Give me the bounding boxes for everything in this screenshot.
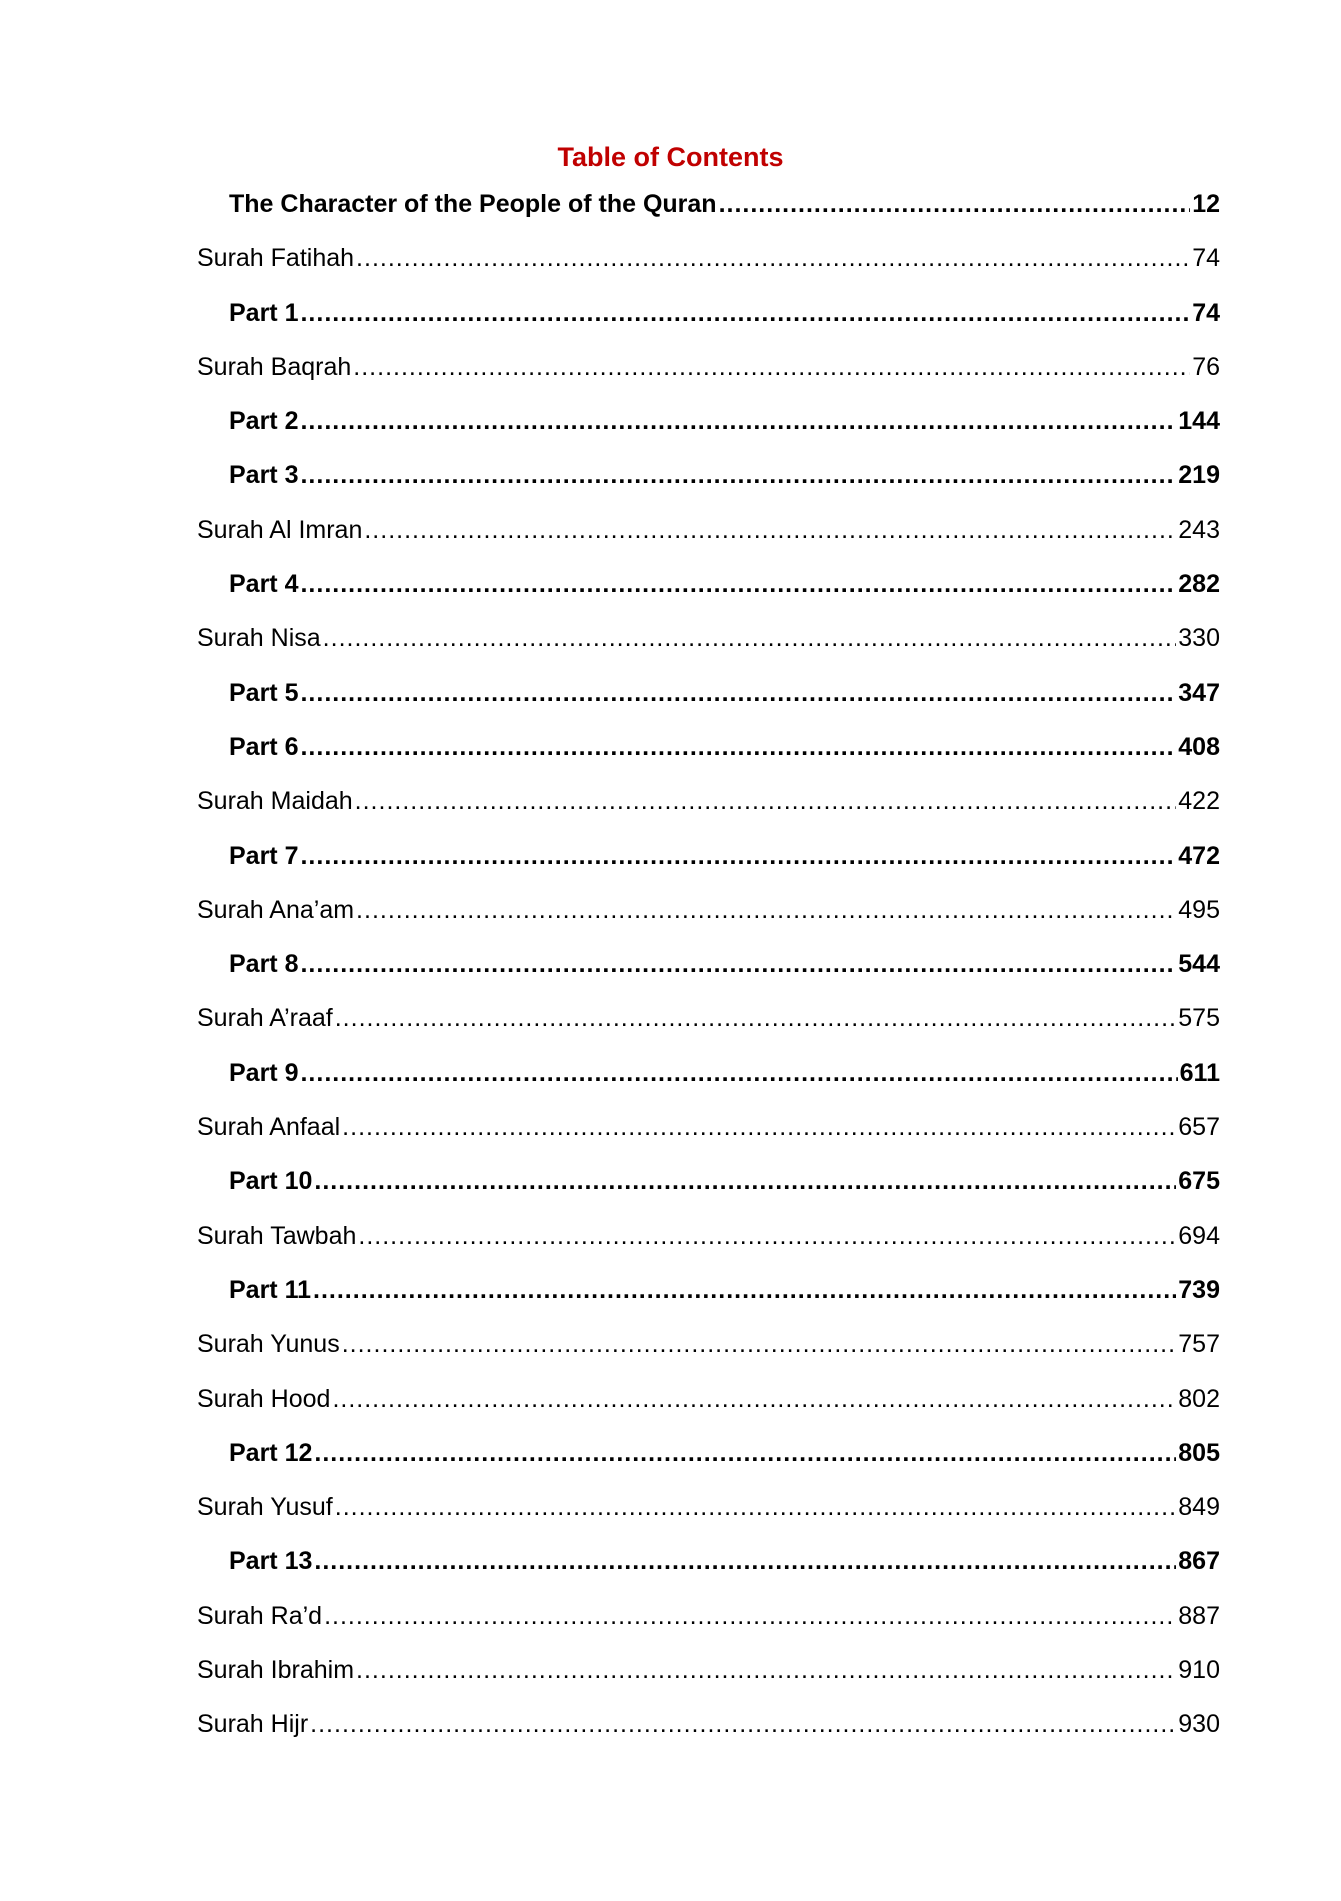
toc-entry-title: Surah Fatihah bbox=[197, 244, 355, 273]
dot-leader bbox=[358, 1218, 1176, 1254]
dot-leader bbox=[356, 892, 1176, 928]
toc-entry-title: Surah Tawbah bbox=[197, 1221, 357, 1250]
toc-entry-surah[interactable] bbox=[0, 892, 1341, 946]
toc-entry-page-number: 495 bbox=[1178, 895, 1220, 924]
toc-entry-page-number: 805 bbox=[1178, 1438, 1220, 1467]
dot-leader bbox=[335, 1489, 1177, 1525]
toc-entry-page-number: 219 bbox=[1178, 461, 1220, 490]
dot-leader bbox=[314, 1163, 1176, 1199]
dot-leader bbox=[300, 838, 1176, 874]
toc-entry-title: Part 3 bbox=[229, 461, 299, 490]
toc-entry-part[interactable] bbox=[0, 186, 1341, 240]
toc-entry-part[interactable] bbox=[0, 946, 1341, 1000]
toc-entry-surah[interactable] bbox=[0, 1218, 1341, 1272]
toc-entry-page-number: 347 bbox=[1178, 678, 1220, 707]
toc-entry-page-number: 694 bbox=[1178, 1221, 1220, 1250]
toc-entry-page-number: 675 bbox=[1178, 1167, 1220, 1196]
toc-entry-part[interactable] bbox=[0, 1543, 1341, 1597]
toc-entry-title: The Character of the People of the Quran bbox=[229, 190, 717, 218]
toc-entry-title: Surah Al Imran bbox=[197, 515, 363, 544]
toc-entry-page-number: 657 bbox=[1178, 1113, 1220, 1142]
toc-entry-title: Surah Maidah bbox=[197, 787, 353, 816]
toc-entry-title: Surah Hood bbox=[197, 1384, 331, 1413]
toc-entry-page-number: 867 bbox=[1178, 1547, 1220, 1576]
toc-entry-page-number: 849 bbox=[1178, 1493, 1220, 1522]
toc-entry-page-number: 408 bbox=[1178, 732, 1220, 761]
toc-entry-part[interactable] bbox=[0, 1163, 1341, 1217]
dot-leader bbox=[342, 1326, 1177, 1362]
toc-entry-title: Part 1 bbox=[229, 298, 299, 327]
toc-entry-title: Part 2 bbox=[229, 407, 299, 436]
toc-entry-page-number: 739 bbox=[1178, 1275, 1220, 1304]
dot-leader bbox=[313, 1272, 1176, 1308]
toc-entry-title: Part 8 bbox=[229, 950, 299, 979]
toc-entry-title: Surah Hijr bbox=[197, 1710, 309, 1739]
toc-entry-page-number: 887 bbox=[1178, 1601, 1220, 1630]
toc-entry-page-number: 930 bbox=[1178, 1710, 1220, 1739]
toc-entry-title: Part 12 bbox=[229, 1438, 313, 1467]
dot-leader bbox=[719, 186, 1191, 222]
toc-entry-part[interactable] bbox=[0, 1055, 1341, 1109]
toc-entry-page-number: 12 bbox=[1192, 190, 1220, 218]
toc-entry-part[interactable] bbox=[0, 295, 1341, 349]
dot-leader bbox=[314, 1435, 1176, 1471]
dot-leader bbox=[300, 675, 1176, 711]
toc-entry-surah[interactable] bbox=[0, 1598, 1341, 1652]
toc-entry-title: Surah Yusuf bbox=[197, 1493, 333, 1522]
page-title: Table of Contents bbox=[557, 142, 784, 173]
toc-entry-part[interactable] bbox=[0, 457, 1341, 511]
toc-entry-surah[interactable] bbox=[0, 240, 1341, 294]
toc-entry-title: Part 11 bbox=[229, 1275, 312, 1304]
toc-entry-surah[interactable] bbox=[0, 1000, 1341, 1054]
dot-leader bbox=[332, 1381, 1176, 1417]
toc-entry-title: Part 5 bbox=[229, 678, 299, 707]
dot-leader bbox=[356, 1652, 1176, 1688]
toc-entry-title: Surah Nisa bbox=[197, 624, 321, 653]
toc-entry-surah[interactable] bbox=[0, 1652, 1341, 1706]
dot-leader bbox=[300, 295, 1190, 331]
toc-entry-page-number: 544 bbox=[1178, 950, 1220, 979]
toc-entry-surah[interactable] bbox=[0, 1109, 1341, 1163]
toc-entry-title: Part 13 bbox=[229, 1547, 313, 1576]
toc-entry-title: Part 10 bbox=[229, 1167, 313, 1196]
dot-leader bbox=[342, 1109, 1176, 1145]
toc-entry-page-number: 575 bbox=[1178, 1004, 1220, 1033]
toc-entry-page-number: 74 bbox=[1192, 244, 1220, 273]
toc-entry-surah[interactable] bbox=[0, 1489, 1341, 1543]
toc-entry-part[interactable] bbox=[0, 675, 1341, 729]
dot-leader bbox=[300, 1055, 1177, 1091]
toc-entry-surah[interactable] bbox=[0, 512, 1341, 566]
toc-entry-title: Surah Ra’d bbox=[197, 1601, 323, 1630]
toc-entry-part[interactable] bbox=[0, 403, 1341, 457]
dot-leader bbox=[310, 1706, 1176, 1742]
dot-leader bbox=[300, 946, 1176, 982]
toc-entry-page-number: 422 bbox=[1178, 787, 1220, 816]
toc-entry-title: Surah Anfaal bbox=[197, 1113, 341, 1142]
toc-entry-surah[interactable] bbox=[0, 783, 1341, 837]
toc-entry-page-number: 243 bbox=[1178, 515, 1220, 544]
toc-entry-surah[interactable] bbox=[0, 1706, 1341, 1760]
toc-list bbox=[0, 186, 1341, 1761]
toc-entry-surah[interactable] bbox=[0, 1381, 1341, 1435]
dot-leader bbox=[324, 1598, 1176, 1634]
dot-leader bbox=[300, 729, 1176, 765]
dot-leader bbox=[300, 566, 1176, 602]
toc-entry-title: Part 9 bbox=[229, 1058, 299, 1087]
toc-entry-page-number: 330 bbox=[1178, 624, 1220, 653]
toc-entry-part[interactable] bbox=[0, 566, 1341, 620]
toc-entry-page-number: 910 bbox=[1178, 1656, 1220, 1685]
dot-leader bbox=[300, 403, 1176, 439]
toc-entry-title: Surah A’raaf bbox=[197, 1004, 333, 1033]
toc-entry-page-number: 802 bbox=[1178, 1384, 1220, 1413]
toc-entry-page-number: 282 bbox=[1178, 570, 1220, 599]
toc-entry-page-number: 74 bbox=[1192, 298, 1220, 327]
toc-entry-surah[interactable] bbox=[0, 1326, 1341, 1380]
dot-leader bbox=[300, 457, 1176, 493]
toc-entry-part[interactable] bbox=[0, 838, 1341, 892]
dot-leader bbox=[323, 620, 1177, 656]
toc-entry-part[interactable] bbox=[0, 1272, 1341, 1326]
toc-entry-page-number: 76 bbox=[1192, 352, 1220, 381]
toc-entry-title: Part 6 bbox=[229, 732, 299, 761]
toc-entry-page-number: 757 bbox=[1178, 1330, 1220, 1359]
toc-entry-surah[interactable] bbox=[0, 620, 1341, 674]
toc-entry-part[interactable] bbox=[0, 1435, 1341, 1489]
toc-entry-title: Surah Ibrahim bbox=[197, 1656, 355, 1685]
toc-entry-title: Surah Ana’am bbox=[197, 895, 355, 924]
dot-leader bbox=[356, 240, 1190, 276]
toc-entry-title: Surah Baqrah bbox=[197, 352, 352, 381]
toc-entry-title: Surah Yunus bbox=[197, 1330, 340, 1359]
toc-entry-page-number: 472 bbox=[1178, 841, 1220, 870]
toc-entry-page-number: 611 bbox=[1179, 1058, 1220, 1087]
toc-entry-surah[interactable] bbox=[0, 349, 1341, 403]
toc-entry-part[interactable] bbox=[0, 729, 1341, 783]
toc-entry-title: Part 4 bbox=[229, 570, 299, 599]
toc-entry-title: Part 7 bbox=[229, 841, 299, 870]
dot-leader bbox=[335, 1000, 1177, 1036]
dot-leader bbox=[314, 1543, 1176, 1579]
toc-entry-page-number: 144 bbox=[1178, 407, 1220, 436]
dot-leader bbox=[353, 349, 1190, 385]
dot-leader bbox=[364, 512, 1176, 548]
dot-leader bbox=[355, 783, 1177, 819]
